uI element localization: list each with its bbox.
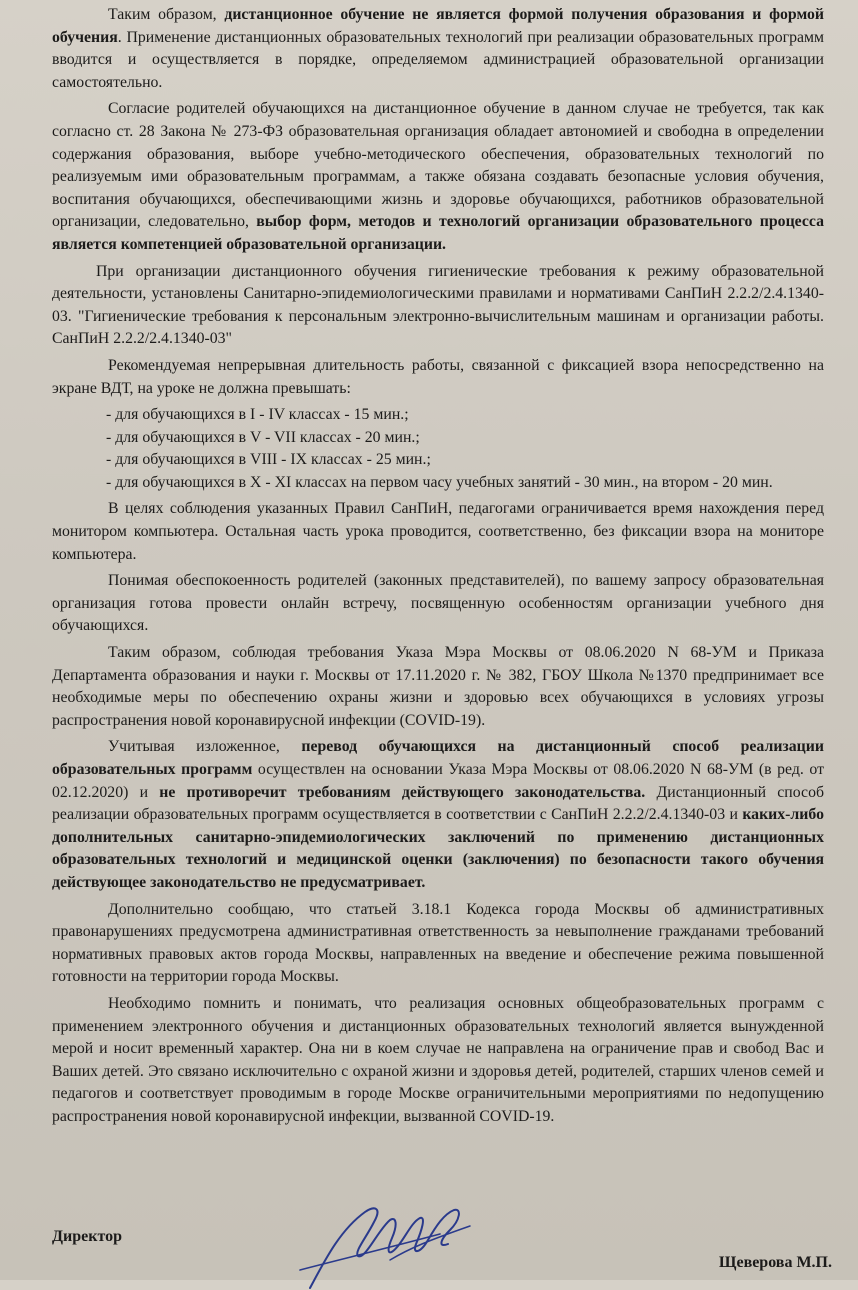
p1-bold: дистанционное обучение не является формой получения образования и формой обучения [52, 6, 824, 46]
paragraph-2 [52, 98, 824, 256]
p8-bold-b: перевод обучающихся на дистанционный способ реализации образовательных программ [52, 738, 824, 778]
paragraph-3: При организации дистанционного обучения гигиенические требования к режиму образовательной деятельности, установлены Санитарно-эпидемиологическими правилами и нормативами СанПиН 2.2.2/2.4.1340-03. "Гигиенические требования к персональным электронно-вычислительным машинам и организации работы. СанПиН 2.2.2/2.4.1340-03" [52, 262, 824, 348]
p1-text-c: . Применение дистанционных образовательных технологий при реализации образовательных программ вводится и осуществляется в порядке, определяемом администрацией образовательной организации самостоятельно. [52, 28, 824, 91]
signer-name: Щеверова М.П. [718, 1254, 832, 1271]
duration-list [52, 404, 824, 494]
paragraph-4: Рекомендуемая непрерывная длительность работы, связанной с фиксацией взора непосредственно на экране ВДТ, на уроке не должна превышать: [52, 356, 824, 397]
director-label: Директор [52, 1228, 122, 1245]
list-item: - для обучающихся в VIII - IX классах - 25 мин.; [106, 451, 431, 469]
paragraph-9: Дополнительно сообщаю, что статьей 3.18.1 Кодекса города Москвы об административных правонарушениях предусмотрена административная ответственность за невыполнение гражданами требований нормативных правовых актов города Москвы, направленных на введение и обеспечение режима повышенной готовности на территории города Москвы. [52, 900, 824, 986]
p2-text-a: Согласие родителей обучающихся на дистанционное обучение в данном случае не требуется, так как согласно ст. 28 Закона № 273-ФЗ образовательная организация обладает автономией и свободна в определении содержания образования, выборе учебно-методического обеспечения, образовательных технологий по реализуемым ими образовательным программам, а также обязана создавать безопасные условия обучения, воспитания обучающихся, обеспечивающими жизнь и здоровье обучающихся, работников образовательной организации, следовательно, [52, 100, 824, 231]
p1-text-a: Таким образом, [108, 6, 225, 23]
list-item: - для обучающихся в V - VII классах - 20 мин.; [106, 428, 420, 446]
paragraph-5: В целях соблюдения указанных Правил СанПиН, педагогами ограничивается время нахождения перед монитором компьютера. Остальная часть урока проводится, соответственно, без фиксации взора на мониторе компьютера. [52, 500, 824, 563]
p8-text-a: Учитывая изложенное, [108, 738, 302, 756]
p8-text-e: Дистанционный способ реализации образовательных программ осуществляется в соответствии с СанПиН 2.2.2/2.4.1340-03 и [52, 783, 824, 824]
handwritten-signature-icon [270, 1200, 500, 1290]
paragraph-8 [52, 736, 824, 894]
p8-bold-f: каких-либо дополнительных санитарно-эпидемиологических заключений по применению дистанционных образовательных технологий и медицинской оценки (заключения) по безопасности такого обучения действующее законодательство не предусматривает. [52, 806, 824, 891]
signature-block [52, 1222, 832, 1280]
paragraph-10: Необходимо помнить и понимать, что реализация основных общеобразовательных программ с применением электронного обучения и дистанционных образовательных технологий является вынужденной мерой и носит временный характер. Она ни в коем случае не направлена на ограничение прав и свобод Вас и Ваших детей. Это связано исключительно с охраной жизни и здоровья детей, родителей, старших членов семей и педагогов и соответствует проводимым в городе Москве ограничительными мероприятиями по недопущению распространения новой коронавирусной инфекции, вызванной COVID-19. [52, 994, 824, 1125]
p8-bold-d: не противоречит требованиям действующего законодательства. [159, 783, 646, 801]
paragraph-6: Понимая обеспокоенность родителей (законных представителей), по вашему запросу образовательная организация готова провести онлайн встречу, посвященную особенностям организации учебного дня обучающихся. [52, 572, 824, 635]
list-item: - для обучающихся в X - XI классах на первом часу учебных занятий - 30 мин., на втором - 20 мин. [106, 473, 773, 491]
list-item: - для обучающихся в I - IV классах - 15 мин.; [106, 406, 409, 424]
paragraph-1 [52, 4, 824, 94]
p8-text-c: осуществлен на основании Указа Мэра Москвы от 08.06.2020 N 68-УМ (в ред. от 02.12.2020) и [52, 761, 824, 801]
p2-bold: выбор форм, методов и технологий организации образовательного процесса является компетенцией образовательной организации. [52, 213, 824, 253]
paragraph-7: Таким образом, соблюдая требования Указа Мэра Москвы от 08.06.2020 N 68-УМ и Приказа Департамента образования и науки г. Москвы от 17.11.2020 г. № 382, ГБОУ Школа №1370 предпринимает все необходимые меры по обеспечению охраны жизни и здоровью всех обучающихся в условиях угрозы распространения новой коронавирусной инфекции (COVID-19). [52, 644, 824, 729]
